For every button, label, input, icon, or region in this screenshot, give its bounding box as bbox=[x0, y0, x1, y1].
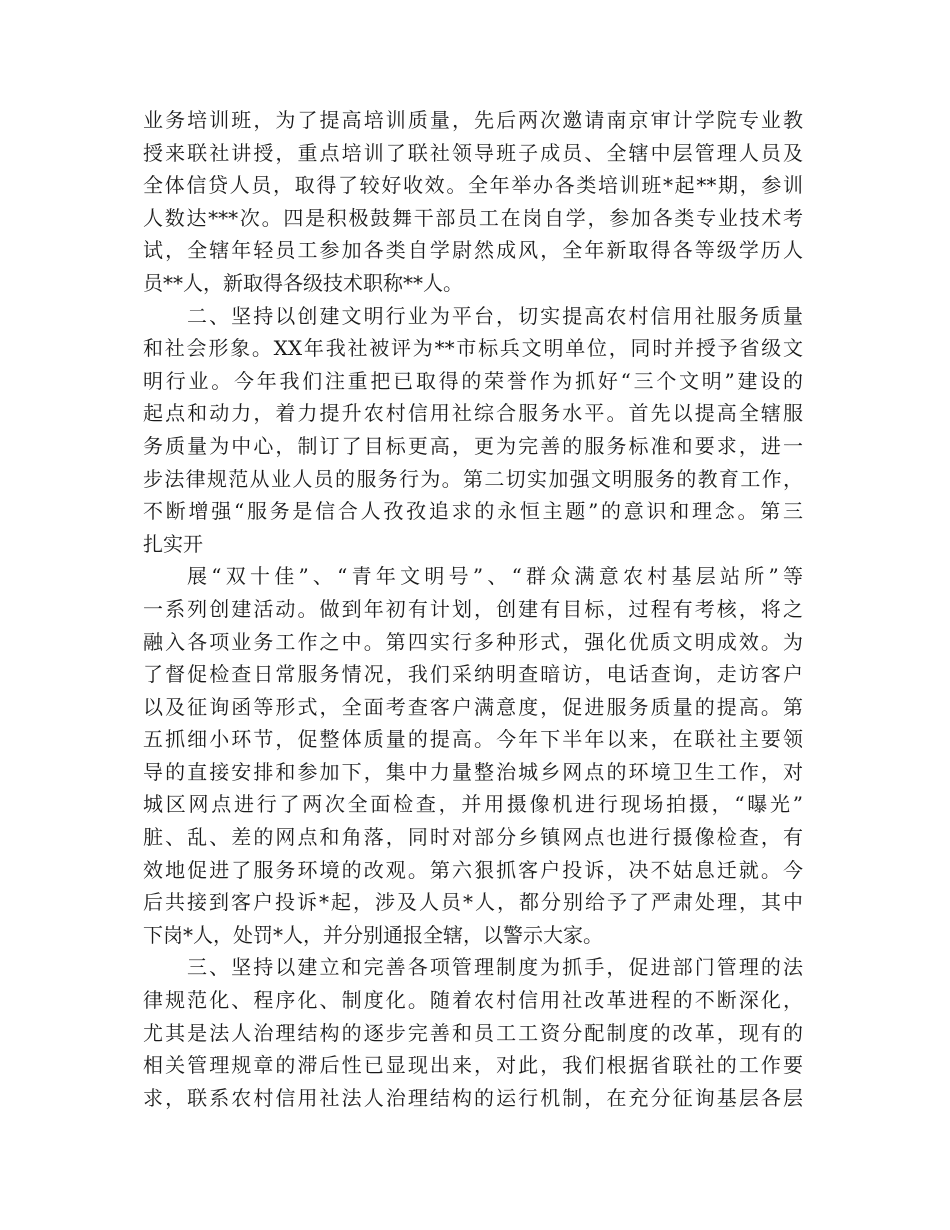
text-line: 一系列创建活动。做到年初有计划，创建有目标，过程有考核，将之 bbox=[143, 596, 803, 621]
text-line: 明行业。今年我们注重把已取得的荣誉作为抓好“三个文明”建设的 bbox=[143, 368, 803, 393]
text-line: 和社会形象。XX年我社被评为**市标兵文明单位，同时并授予省级文 bbox=[143, 336, 803, 361]
text-line: 授来联社讲授，重点培训了联社领导班子成员、全辖中层管理人员及 bbox=[143, 140, 803, 165]
text-line: 律规范化、程序化、制度化。随着农村信用社改革进程的不断深化， bbox=[143, 988, 803, 1013]
text-line: 业务培训班，为了提高培训质量，先后两次邀请南京审计学院专业教 bbox=[143, 108, 803, 132]
text-line: 试，全辖年轻员工参加各类自学尉然成风，全年新取得各等级学历人 bbox=[143, 238, 803, 263]
text-line: 员**人，新取得各级技术职称**人。 bbox=[143, 270, 463, 295]
text-line: 尤其是法人治理结构的逐步完善和员工工资分配制度的改革，现有的 bbox=[143, 1020, 803, 1045]
text-line: 导的直接安排和参加下，集中力量整治城乡网点的环境卫生工作，对 bbox=[143, 759, 803, 784]
text-line: 务质量为中心，制订了目标更高，更为完善的服务标准和要求，进一 bbox=[143, 433, 803, 458]
text-line: 全体信贷人员，取得了较好收效。全年举办各类培训班*起**期，参训 bbox=[143, 173, 803, 198]
paragraph-heading-line: 二、坚持以创建文明行业为平台，切实提高农村信用社服务质量 bbox=[187, 303, 803, 328]
text-line: 扎实开 bbox=[143, 531, 203, 556]
text-line: 以及征询函等形式，全面考查客户满意度，促进服务质量的提高。第 bbox=[143, 694, 803, 719]
text-line: 五抓细小环节，促整体质量的提高。今年下半年以来，在联社主要领 bbox=[143, 727, 803, 752]
text-line: 城区网点进行了两次全面检查，并用摄像机进行现场拍摄，“曝光” bbox=[143, 792, 803, 817]
document-page bbox=[143, 104, 803, 1114]
text-line: 效地促进了服务环境的改观。第六狠抓客户投诉，决不姑息迁就。今 bbox=[143, 857, 803, 882]
text-line: 起点和动力，着力提升农村信用社综合服务水平。首先以提高全辖服 bbox=[143, 401, 803, 426]
text-line: 步法律规范从业人员的服务行为。第二切实加强文明服务的教育工作， bbox=[143, 466, 803, 491]
text-line: 了督促检查日常服务情况，我们采纳明查暗访，电话查询，走访客户 bbox=[143, 662, 803, 687]
paragraph-heading-line: 三、坚持以建立和完善各项管理制度为抓手，促进部门管理的法 bbox=[187, 955, 803, 980]
text-line: 下岗*人，处罚*人，并分别通报全辖，以警示大家。 bbox=[143, 922, 603, 947]
text-line: 求，联系农村信用社法人治理结构的运行机制，在充分征询基层各层 bbox=[143, 1085, 803, 1110]
text-line: 相关管理规章的滞后性已显现出来，对此，我们根据省联社的工作要 bbox=[143, 1053, 803, 1078]
text-line: 展“双十佳”、“青年文明号”、“群众满意农村基层站所”等 bbox=[187, 564, 803, 589]
text-line: 后共接到客户投诉*起，涉及人员*人，都分别给予了严肃处理，其中 bbox=[143, 890, 803, 915]
text-line: 不断增强“服务是信合人孜孜追求的永恒主题”的意识和理念。第三 bbox=[143, 499, 803, 524]
text-line: 脏、乱、差的网点和角落，同时对部分乡镇网点也进行摄像检查，有 bbox=[143, 825, 803, 850]
text-line: 融入各项业务工作之中。第四实行多种形式，强化优质文明成效。为 bbox=[143, 629, 803, 654]
text-line: 人数达***次。四是积极鼓舞干部员工在岗自学，参加各类专业技术考 bbox=[143, 205, 803, 230]
